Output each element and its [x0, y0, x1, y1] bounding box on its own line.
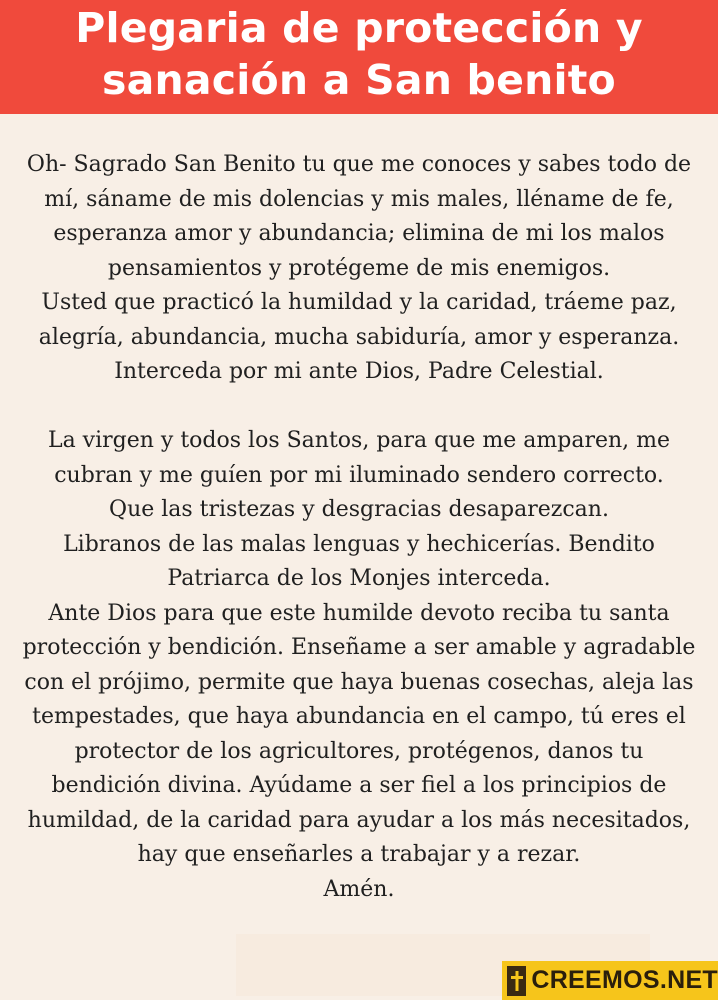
prayer-text — [14, 148, 704, 907]
cross-icon — [507, 966, 526, 996]
prayer-line: humildad, de la caridad para ayudar a los más necesitados, — [27, 807, 691, 833]
title-line-1: Plegaria de protección y — [75, 4, 643, 52]
title-banner — [0, 0, 718, 114]
prayer-line: alegría, abundancia, mucha sabiduría, amor y esperanza. — [38, 324, 680, 350]
prayer-line: cubran y me guíen por mi iluminado sendero correcto. — [54, 462, 664, 488]
prayer-line: bendición divina. Ayúdame a ser fiel a los principios de — [51, 773, 667, 798]
prayer-line: hay que enseñarles a trabajar y a rezar. — [137, 842, 581, 867]
prayer-amen: Amén. — [323, 876, 395, 902]
prayer-line: Libranos de las malas lenguas y hechicerías. Bendito — [63, 531, 655, 557]
prayer-line: La virgen y todos los Santos, para que me amparen, me — [47, 428, 671, 453]
prayer-line: Que las tristezas y desgracias desaparezcan. — [109, 497, 609, 522]
prayer-line: pensamientos y protégeme de mis enemigos. — [107, 255, 611, 281]
brand-name: CREEMOS.NET — [531, 966, 718, 994]
prayer-line: tempestades, que haya abundancia en el campo, tú eres el — [32, 704, 686, 729]
prayer-line: protección y bendición. Enseñame a ser amable y agradable — [22, 635, 696, 660]
prayer-line: mí, sáname de mis dolencias y mis males, lléname de fe, — [44, 186, 674, 212]
prayer-line: Ante Dios para que este humilde devoto reciba tu santa — [48, 600, 670, 626]
title-line-2: sanación a San benito — [102, 56, 616, 104]
prayer-line: con el prójimo, permite que haya buenas cosechas, aleja las — [24, 669, 694, 695]
prayer-line: protector de los agricultores, protégenos, danos tu — [74, 738, 644, 764]
prayer-line: Patriarca de los Monjes interceda. — [167, 566, 551, 591]
prayer-line: Interceda por mi ante Dios, Padre Celestial. — [114, 359, 604, 384]
paragraph-gap — [14, 390, 704, 425]
brand-badge — [502, 961, 718, 1000]
prayer-line: esperanza amor y abundancia; elimina de mi los malos — [53, 221, 665, 246]
cross-icon-glyph — [510, 970, 524, 992]
page-title — [0, 2, 718, 106]
prayer-line: Oh- Sagrado San Benito tu que me conoces y sabes todo de — [26, 152, 692, 177]
prayer-line: Usted que practicó la humildad y la caridad, tráeme paz, — [41, 290, 677, 315]
